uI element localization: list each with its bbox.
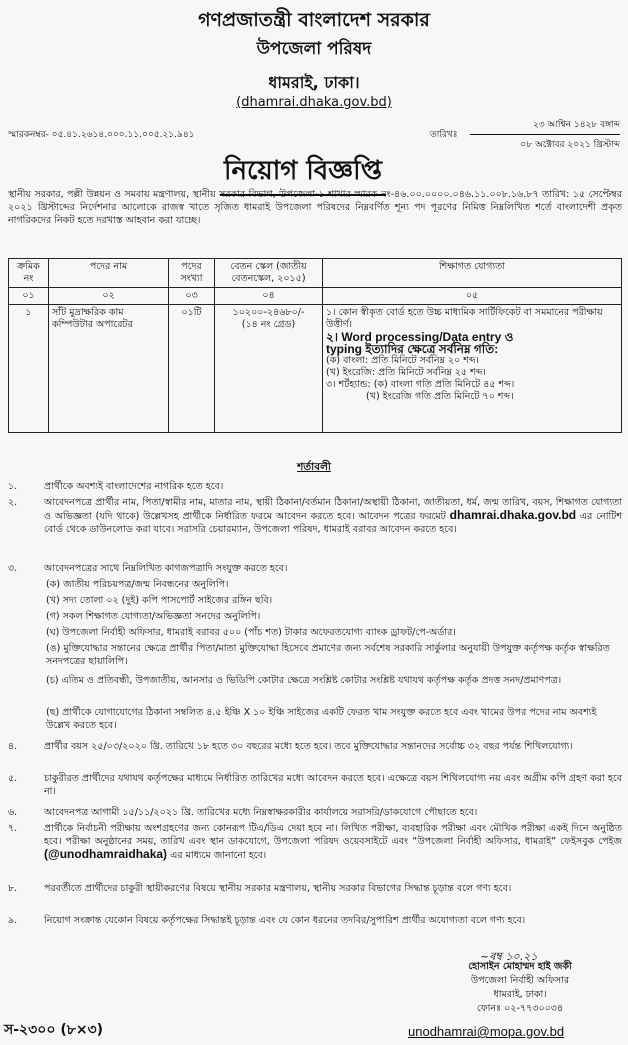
date-label: তারিখঃ [430, 130, 458, 140]
condition-2-text: আবেদনপত্রে প্রার্থীর নাম, পিতা/স্বামীর নাম, মাতার নাম, স্থায়ী ঠিকানা/বর্তমান ঠিকানা/অস্থায়ী ঠিকানা, জাতীয়তা, ধর্ম, জন্ম তারিখ, বয়স, শিক্ষাগত যোগ্যতা ও অভিজ্ঞতা (যদি থাকে) উল্লেখসহ প্রার্থীকে নির্ধারিত ফরমে আবেদন করতে হবে। আবেদন পত্রের ফরমেট [44, 497, 622, 522]
condition-7-text-b: এর মাধ্যমে জানানো হবে। [170, 850, 267, 861]
condition-3g: (ছ) প্রার্থীকে যোগাযোগের ঠিকানা সম্বলিত ৪.৫ ইঞ্চি X ১০ ইঞ্চি সাইজের একটি ফেরত খাম সংযুক্ত করতে হবে এবং খামের উপর পদের নাম অবশ্যই উল্লেখ করতে হবে। [46, 707, 597, 731]
header-govt: গণপ্রজাতন্ত্রী বাংলাদেশ সরকার [198, 9, 430, 31]
job-table [8, 258, 622, 433]
condition-text: আবেদনপত্র আগামী ১৫/১১/২০২১ খ্রি. তারিখের মধ্যে নিম্নস্বাক্ষরকারীর কার্যালয়ে সরাসরি/ডাকযোগে পৌছাতে হবে। [44, 807, 478, 818]
condition-9 [8, 914, 622, 927]
condition-5 [8, 772, 622, 798]
contact-email[interactable]: unodhamrai@mopa.gov.bd [408, 1024, 565, 1039]
cell-count: ০১টি [169, 305, 215, 433]
qualification-3b: (খ) ইংরেজি গতি প্রতি মিনিটে ৭০ শব্দ। [366, 391, 514, 402]
officer-name: হোসাইন মোহাম্মদ হাই জকী [468, 961, 572, 972]
print-code: স-২৩০০ (৮×৩) [4, 1022, 104, 1038]
condition-3 [8, 562, 622, 575]
condition-number: ৭. [8, 823, 18, 834]
condition-6 [8, 806, 622, 819]
header-website[interactable]: (dhamrai.dhaka.gov.bd) [236, 95, 392, 110]
date-english: ০৮ অক্টোবর ২০২১ খ্রিস্টাব্দ [520, 140, 620, 150]
colnum-4: ০৪ [215, 288, 323, 305]
qualification-2d: (খ) ইংরেজি: প্রতি মিনিটে সর্বনিম্ন ২৫ শব্দ। [326, 367, 486, 378]
condition-number: ৯. [8, 915, 18, 926]
form-website[interactable]: dhamrai.dhaka.gov.bd [449, 508, 577, 522]
memo-number: স্মারকনম্বর- ০৫.৪১.২৬১৪.০০০.১১.০০৫.২১.৯৪১ [8, 130, 195, 140]
scale-value: ১০২০০-২৪৬৮০/- [232, 307, 305, 318]
condition-3a: (ক) জাতীয় পরিচয়পত্র/জন্ম নিবন্ধনের অনুলিপি। [46, 579, 229, 590]
condition-number: ২. [8, 497, 18, 508]
qualification-3a: ৩। শর্টহ্যান্ড: (ক) বাংলা গতি প্রতি মিনিটে ৪৫ শব্দ। [326, 379, 515, 390]
officer-place: ধামরাই, ঢাকা। [493, 989, 547, 1000]
condition-1 [8, 480, 622, 493]
condition-2-text-b: এর নোটিশ বোর্ড থেকে ডাউনলোড করা যাবে। সরাসরি চেয়ারম্যান, উপজেলা পরিষদ, ধামরাই বরাবর আবেদন করতে হবে। [44, 511, 622, 535]
condition-2 [8, 496, 622, 536]
condition-text: প্রার্থীকে অবশ্যই বাংলাদেশের নাগরিক হতে হবে। [44, 481, 224, 492]
officer-phone: ফোনঃ ০২-৭৭৩০০৩৪ [476, 1003, 564, 1014]
th-post: পদের নাম [49, 259, 169, 288]
colnum-1: ০১ [9, 288, 49, 305]
header-location: ধামরাই, ঢাকা। [268, 73, 360, 92]
condition-text: চাকুরীরত প্রার্থীদের যথাযথ কর্তৃপক্ষের মাধ্যমে নির্ধারিত তারিখের মধ্যে আবেদন করতে হবে। এক্ষেত্রে বয়স শিথিলযোগ্য নয় এবং অগ্রীম কপি গ্রহণ করা হবে না। [44, 773, 622, 797]
qualification-2b: typing ইত্যাদির ক্ষেত্রে সর্বনিম্ন গতি: [326, 342, 499, 356]
condition-3b: (খ) সদ্য তোলা ০২ (দুই) কপি পাসপোর্ট সাইজের রঙ্গিন ছবি। [46, 595, 273, 606]
condition-3e: (ঙ) মুক্তিযোদ্ধার সন্তানের ক্ষেত্রে প্রার্থীর পিতা/মাতা মুক্তিযোদ্ধা হিসেবে প্রমাণের জন্য সর্বশেষ সরকারি সার্কুলার অনুযায়ী উপযুক্ত কর্তৃপক্ষ কর্তৃক স্বাক্ষরিত সনদপত্রের ছায়ালিপি। [46, 643, 610, 667]
table-header-row [9, 259, 622, 288]
condition-7 [8, 822, 622, 862]
officer-designation: উপজেলা নির্বাহী অফিসার [470, 975, 570, 986]
grade-value: (১৪ নং গ্রেড) [241, 319, 296, 330]
condition-text: নিয়োগ সংক্রান্ত যেকোন বিষয়ে কর্তৃপক্ষের সিদ্ধান্তই চূড়ান্ত এবং যে কোন ধরনের তদবির/সুপারিশ প্রার্থীর অযোগ্যতা বলে গণ্য হবে। [44, 915, 526, 926]
condition-4 [8, 740, 622, 753]
facebook-handle[interactable]: (@unodhamraidhaka) [44, 847, 168, 861]
condition-8 [8, 882, 622, 895]
th-serial: ক্রমিক নং [9, 259, 49, 288]
date-bangla: ২৩ আশ্বিন ১৪২৮ বঙ্গাব্দ [470, 117, 620, 135]
cell-serial: ১ [9, 305, 49, 433]
conditions-title: শর্তাবলী [297, 461, 331, 473]
table-colnum-row [9, 288, 622, 305]
th-qualification: শিক্ষাগত যোগ্যতা [323, 259, 622, 288]
condition-number: ১. [8, 481, 18, 492]
cell-scale [215, 305, 323, 433]
condition-3c: (গ) সকল শিক্ষাগত যোগ্যতা/অভিজ্ঞতা সনদের অনুলিপি। [46, 611, 261, 622]
cell-post: সাঁট মুদ্রাক্ষরিক কাম কম্পিউটার অপারেটর [49, 305, 169, 433]
th-scale: বেতন স্কেল (জাতীয় বেতনস্কেল, ২০১৫) [215, 259, 323, 288]
th-count: পদের সংখ্যা [169, 259, 215, 288]
colnum-3: ০৩ [169, 288, 215, 305]
condition-number: ৪. [8, 741, 18, 752]
table-row [9, 305, 622, 433]
handwritten-signature: ~ৰম্ব ১০.২১ [480, 950, 538, 963]
qualification-2a: ২। Word processing/Data entry ও [326, 330, 514, 344]
condition-number: ৩. [8, 563, 18, 574]
condition-7-text: প্রার্থীকে নির্বাচনী পরীক্ষায় অংশগ্রহণের জন্য কোনরূপ টিএ/ডিএ দেয়া হবে না। লিখিত পরীক্ষা, ব্যবহারিক পরীক্ষা এবং মৌখিক পরীক্ষা একই দিনে অনুষ্ঠিত হবে। পরীক্ষা অনুষ্ঠানের সময়, তারিখ এবং স্থান ডাকযোগে, উপজেলা পরিষদ ওয়েবসাইটে এবং “উপজেলা নির্বাহী অফিসার, ধামরাই” ফেইসবুক পেইজ [44, 823, 622, 847]
condition-3f: (চ) এতিম ও প্রতিবন্ধী, উপজাতীয়, আনসার ও ভিডিপি কোটার ক্ষেত্রে সংশ্লিষ্ট কোটার সংশ্লিষ্ট যথাযথ কর্তৃপক্ষ কর্তৃক প্রদত্ত সনদ/প্রমাণপত্র। [46, 675, 562, 686]
condition-text: প্রার্থীর বয়স ২৫/০৩/২০২০ খ্রি. তারিখে ১৮ হতে ৩০ বছরের মধ্যে হতে হবে। তবে মুক্তিযোদ্ধার সন্তানদের সর্বোচ্চ ৩২ বছর পর্যন্ত শিথিলযোগ্য। [44, 741, 573, 752]
qualification-1: ১। কোন স্বীকৃত বোর্ড হতে উচ্চ মাধ্যমিক সার্টিফিকেট বা সমমানের পরীক্ষায় উত্তীর্ণ। [326, 307, 603, 330]
colnum-5: ০৫ [323, 288, 622, 305]
condition-text [44, 496, 622, 536]
condition-3d: (ঘ) উপজেলা নির্বাহী অফিসার, ধামরাই বরাবর ৫০০ (পাঁচ শত) টাকার অফেরতযোগ্য ব্যাংক ড্রাফট/পে-অর্ডার। [46, 627, 456, 638]
condition-number: ৮. [8, 883, 18, 894]
cell-qualification [323, 305, 622, 433]
condition-text: পরবর্তীতে প্রার্থীদের চাকুরী স্থায়ীকরণের বিষয়ে স্থানীয় সরকার মন্ত্রণালয়, স্থানীয় সরকার বিভাগের সিদ্ধান্ত চূড়ান্ত বলে গণ্য হবে। [44, 883, 512, 894]
colnum-2: ০২ [49, 288, 169, 305]
signature-block [420, 960, 620, 1016]
header-office: উপজেলা পরিষদ [256, 39, 372, 59]
condition-number: ৫. [8, 773, 18, 784]
notice-title: নিয়োগ বিজ্ঞপ্তি [220, 150, 386, 196]
condition-text: আবেদনপত্রের সাথে নিম্নলিখিত কাগজপত্রাদি সংযুক্ত করতে হবে। [44, 563, 288, 574]
condition-text [44, 822, 622, 862]
intro-paragraph: স্থানীয় সরকার, পল্লী উন্নয়ন ও সমবায় মন্ত্রণালয়, স্থানীয় সরকার বিভাগ, উপজেলা-১ শাখার স্মারক নং-৪৬.০০.০০০০.০৪৬.১১.০০৮.১৬.৮৭ তারিখ: ১৫ সেপ্টেম্বর ২০২১ খ্রিস্টাব্দের নির্দেশনার আলোকে রাজস্ব খাতে সৃজিত ধামরাই উপজেলা পরিষদের নিম্নবর্ণিত শূন্য পদ পূরণের নিমিত্ত নিম্নলিখিত শর্তে বাংলাদেশী প্রকৃত নাগরিকদের নিকট হতে দরখাস্ত আহবান করা যাচ্ছে। [8, 189, 622, 226]
condition-number: ৬. [8, 807, 18, 818]
qualification-2c: (ক) বাংলা: প্রতি মিনিটে সর্বনিম্ন ২০ শব্দ। [326, 355, 479, 366]
